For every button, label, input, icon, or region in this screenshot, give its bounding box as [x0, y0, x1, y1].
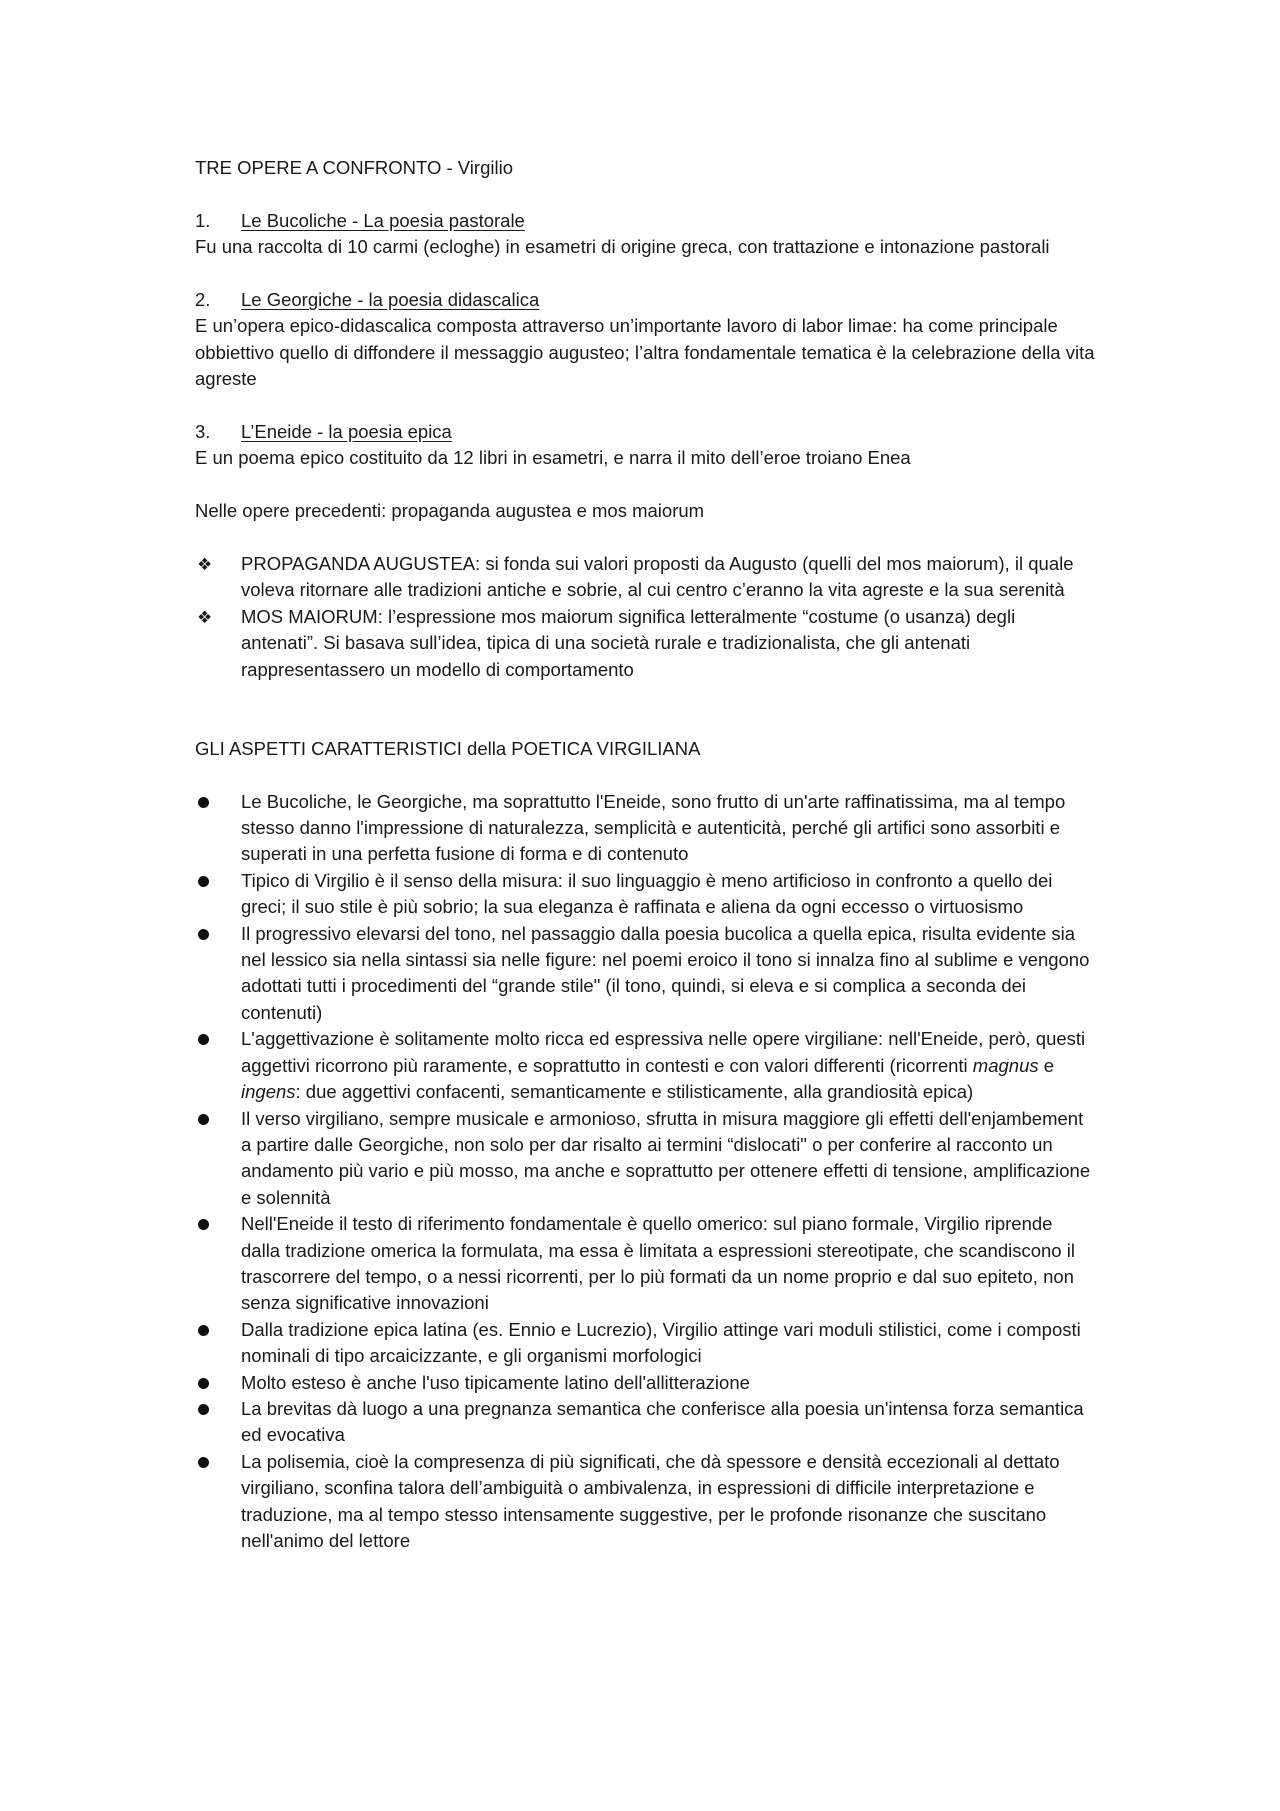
- list-item-text: La brevitas dà luogo a una pregnanza semantica che conferisce alla poesia un'intensa forza semantica ed evocativa: [241, 1397, 1084, 1446]
- list-item-text: Il verso virgiliano, sempre musicale e armonioso, sfrutta in misura maggiore gli effetti dell'enjambement a partire dalle Georgiche, non solo per dar risalto ai termini “dislocati" o per conferire al racconto un andamento più vario e più mosso, ma anche e soprattutto per ottenere effetti di tensione, amplificazione e solennità: [241, 1107, 1091, 1208]
- list-item: [195, 551, 1095, 604]
- bullet-dot-icon: [198, 797, 209, 808]
- section-title: GLI ASPETTI CARATTERISTICI della POETICA VIRGILIANA: [195, 737, 701, 759]
- work-title: Le Bucoliche - La poesia pastorale: [241, 209, 525, 231]
- list-item: [195, 1317, 1095, 1370]
- list-item-text: Nell'Eneide il testo di riferimento fondamentale è quello omerico: sul piano formale, Virgilio riprende dalla tradizione omerica la formulata, ma essa è limitata a espressioni stereotipate, che scandiscono il trascorrere del tempo, o a nessi ricorrenti, per lo più formati da un nome proprio e dal suo epiteto, non senza significative innovazioni: [241, 1213, 1075, 1314]
- list-item: [195, 789, 1095, 868]
- list-item: [195, 1106, 1095, 1212]
- work-description: E un poema epico costituito da 12 libri in esametri, e narra il mito dell’eroe troiano Enea: [195, 447, 911, 469]
- diamond-bullet-icon: ❖: [197, 607, 213, 627]
- work-number: 2.: [195, 289, 211, 310]
- bullet-dot-icon: [198, 1325, 209, 1336]
- list-item-text: Molto esteso è anche l'uso tipicamente latino dell'allitterazione: [241, 1371, 750, 1393]
- italic-term: ingens: [241, 1081, 296, 1103]
- aspects-list: [195, 789, 1095, 1555]
- bullet-dot-icon: [198, 1457, 209, 1468]
- diamond-bullet-icon: ❖: [197, 555, 213, 575]
- document-title: TRE OPERE A CONFRONTO - Virgilio: [195, 157, 513, 178]
- work-heading-georgiche: [195, 287, 1095, 313]
- text-run: : due aggettivi confacenti, semanticamente e stilisticamente, alla grandiosità epica): [295, 1081, 974, 1103]
- text-run: e: [1038, 1054, 1055, 1076]
- list-item-text: La polisemia, cioè la compresenza di più significati, che dà spessore e densità eccezionali al dettato virgiliano, sconfina talora dell’ambiguità o ambivalenza, in espressioni di difficile interpretazione e traduzione, ma al tempo stesso intensamente suggestive, per le profonde risonanze che suscitano nell'animo del lettore: [241, 1450, 1060, 1552]
- list-item: [195, 921, 1095, 1027]
- list-item: [195, 868, 1095, 921]
- bullet-dot-icon: [198, 1378, 209, 1389]
- list-item: [195, 1026, 1095, 1105]
- work-heading-eneide: [195, 419, 1095, 445]
- bullet-dot-icon: [198, 1114, 209, 1125]
- work-title: Le Georgiche - la poesia didascalica: [241, 289, 540, 310]
- list-item-text: Tipico di Virgilio è il senso della misura: il suo linguaggio è meno artificioso in confronto a quello dei greci; il suo stile è più sobrio; la sua eleganza è raffinata e aliena da ogni eccesso o virtuosismo: [241, 869, 1053, 918]
- work-description: E un’opera epico-didascalica composta attraverso un’importante lavoro di labor limae: ha come principale obbiettivo quello di diffondere il messaggio augusteo; l’altra fondamentale tematica è la celebrazione della vita agreste: [195, 315, 1095, 390]
- list-item: [195, 604, 1095, 683]
- list-item: [195, 1211, 1095, 1317]
- work-number: 1.: [195, 209, 211, 231]
- list-item: [195, 1396, 1095, 1449]
- list-item: [195, 1370, 1095, 1396]
- themes-list: [195, 551, 1095, 683]
- bullet-dot-icon: [198, 876, 209, 887]
- work-heading-bucoliche: [195, 208, 1095, 234]
- list-item-text: Le Bucoliche, le Georgiche, ma soprattutto l'Eneide, sono frutto di un'arte raffinatissima, ma al tempo stesso danno l'impressione di naturalezza, semplicità e autenticità, perché gli artifici sono assorbiti e superati in una perfetta fusione di forma e di contenuto: [241, 790, 1066, 865]
- list-item-text: PROPAGANDA AUGUSTEA: si fonda sui valori proposti da Augusto (quelli del mos maiorum), il quale voleva ritornare alle tradizioni antiche e sobrie, al cui centro c’eranno la vita agreste e la sua serenità: [241, 553, 1074, 601]
- list-item-text: Il progressivo elevarsi del tono, nel passaggio dalla poesia bucolica a quella epica, risulta evidente sia nel lessico sia nella sintassi sia nelle figure: nel poemi eroico il tono si innalza fino al sublime e vengono adottati tutti i procedimenti del “grande stile" (il tono, quindi, si eleva e si complica a seconda dei contenuti): [241, 922, 1090, 1023]
- list-item: [195, 1449, 1095, 1555]
- document-page: [195, 155, 1095, 1554]
- intro-paragraph: Nelle opere precedenti: propaganda augustea e mos maiorum: [195, 500, 705, 522]
- list-item-text: Dalla tradizione epica latina (es. Ennio e Lucrezio), Virgilio attinge vari moduli stilistici, come i composti nominali di tipo arcaicizzante, e gli organismi morfologici: [241, 1318, 1081, 1367]
- work-number: 3.: [195, 421, 211, 443]
- bullet-dot-icon: [198, 1404, 209, 1415]
- bullet-dot-icon: [198, 929, 209, 940]
- work-title: L’Eneide - la poesia epica: [241, 421, 452, 443]
- text-run: L'aggettivazione è solitamente molto ricca ed espressiva nelle opere virgiliane: nell'Eneide, però, questi aggettivi ricorrono più raramente, e soprattutto in contesti e con valori differenti (ricorrenti: [241, 1028, 1086, 1076]
- bullet-dot-icon: [198, 1219, 209, 1230]
- bullet-dot-icon: [198, 1034, 209, 1045]
- italic-term: magnus: [972, 1054, 1039, 1076]
- list-item-text: MOS MAIORUM: l’espressione mos maiorum significa letteralmente “costume (o usanza) degli antenati”. Si basava sull’idea, tipica di una società rurale e tradizionalista, che gli antenati rappresentassero un modello di comportamento: [241, 605, 1016, 680]
- work-description: Fu una raccolta di 10 carmi (ecloghe) in esametri di origine greca, con trattazione e intonazione pastorali: [195, 236, 1050, 258]
- list-item-text: [241, 1026, 1095, 1105]
